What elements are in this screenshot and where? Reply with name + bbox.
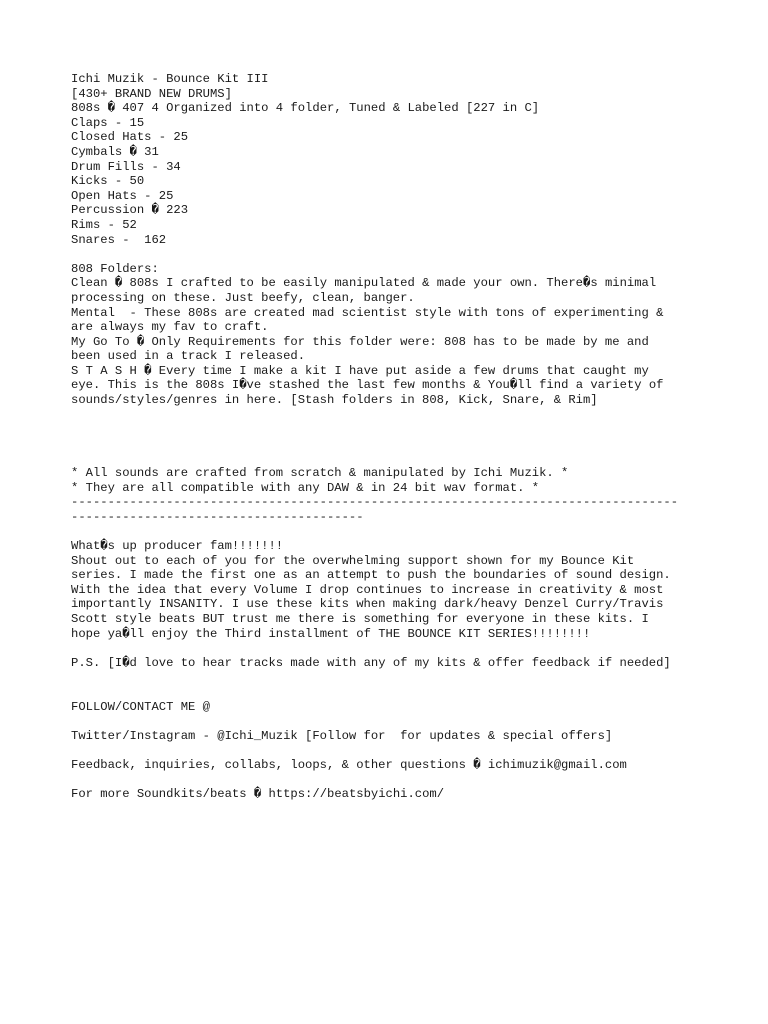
document-subtitle: [430+ BRAND NEW DRUMS]	[71, 86, 232, 101]
divider: -----------------------------------------------------------------------------------	[71, 495, 679, 510]
social-line: Twitter/Instagram - @Ichi_Muzik [Follow for for updates & special offers]	[71, 728, 613, 743]
document-page	[71, 72, 711, 802]
document-title: Ichi Muzik - Bounce Kit III	[71, 72, 269, 86]
contents-item: Claps - 15	[71, 115, 145, 130]
folders-line: Clean � 808s I crafted to be easily manipulated & made your own. There�s minimal	[71, 276, 657, 291]
contents-item: Drum Fills - 34	[71, 159, 181, 174]
spacer	[71, 743, 711, 758]
message-line: series. I made the first one as an attempt to push the boundaries of sound design.	[71, 568, 671, 583]
contents-item: Kicks - 50	[71, 174, 145, 189]
folders-line: processing on these. Just beefy, clean, banger.	[71, 290, 415, 305]
message-line: hope ya�ll enjoy the Third installment of THE BOUNCE KIT SERIES!!!!!!!!	[71, 626, 591, 641]
folders-line: S T A S H � Every time I make a kit I have put aside a few drums that caught my	[71, 363, 649, 378]
spacer	[71, 247, 711, 262]
message-line: Scott style beats BUT trust me there is something for everyone in these kits. I	[71, 611, 649, 626]
contents-list	[71, 101, 711, 247]
spacer	[71, 670, 711, 699]
folders-heading: 808 Folders:	[71, 261, 159, 276]
folders-line: are always my fav to craft.	[71, 320, 269, 335]
notes	[71, 466, 711, 495]
note-line: * All sounds are crafted from scratch & manipulated by Ichi Muzik. *	[71, 466, 569, 481]
feedback-line: Feedback, inquiries, collabs, loops, & other questions � ichimuzik@gmail.com	[71, 757, 627, 772]
contents-item: Percussion � 223	[71, 203, 189, 218]
folders-description	[71, 276, 711, 407]
divider: ----------------------------------------	[71, 509, 364, 524]
message-body	[71, 554, 711, 642]
contents-item: Open Hats - 25	[71, 188, 174, 203]
follow-heading: FOLLOW/CONTACT ME @	[71, 699, 210, 714]
spacer	[71, 408, 711, 466]
greeting: What�s up producer fam!!!!!!!	[71, 539, 284, 554]
folders-line: eye. This is the 808s I�ve stashed the last few months & You�ll find a variety of	[71, 378, 664, 393]
contents-item: 808s � 407 4 Organized into 4 folder, Tuned & Labeled [227 in C]	[71, 101, 540, 116]
contents-item: Cymbals � 31	[71, 144, 159, 159]
spacer	[71, 773, 711, 788]
message-line: With the idea that every Volume I drop continues to increase in creativity & most	[71, 582, 664, 597]
folders-line: Mental - These 808s are created mad scientist style with tons of experimenting &	[71, 305, 664, 320]
spacer	[71, 641, 711, 656]
contents-item: Snares - 162	[71, 232, 167, 247]
spacer	[71, 524, 711, 539]
more-line: For more Soundkits/beats � https://beatsbyichi.com/	[71, 787, 445, 802]
folders-line: sounds/styles/genres in here. [Stash folders in 808, Kick, Snare, & Rim]	[71, 393, 598, 408]
message-line: importantly INSANITY. I use these kits when making dark/heavy Denzel Curry/Travis	[71, 597, 664, 612]
contents-item: Rims - 52	[71, 217, 137, 232]
note-line: * They are all compatible with any DAW & in 24 bit wav format. *	[71, 480, 540, 495]
spacer	[71, 714, 711, 729]
folders-line: been used in a track I released.	[71, 349, 306, 364]
contents-item: Closed Hats - 25	[71, 130, 189, 145]
postscript: P.S. [I�d love to hear tracks made with any of my kits & offer feedback if needed]	[71, 655, 671, 670]
message-line: Shout out to each of you for the overwhelming support shown for my Bounce Kit	[71, 553, 635, 568]
folders-line: My Go To � Only Requirements for this folder were: 808 has to be made by me and	[71, 334, 649, 349]
